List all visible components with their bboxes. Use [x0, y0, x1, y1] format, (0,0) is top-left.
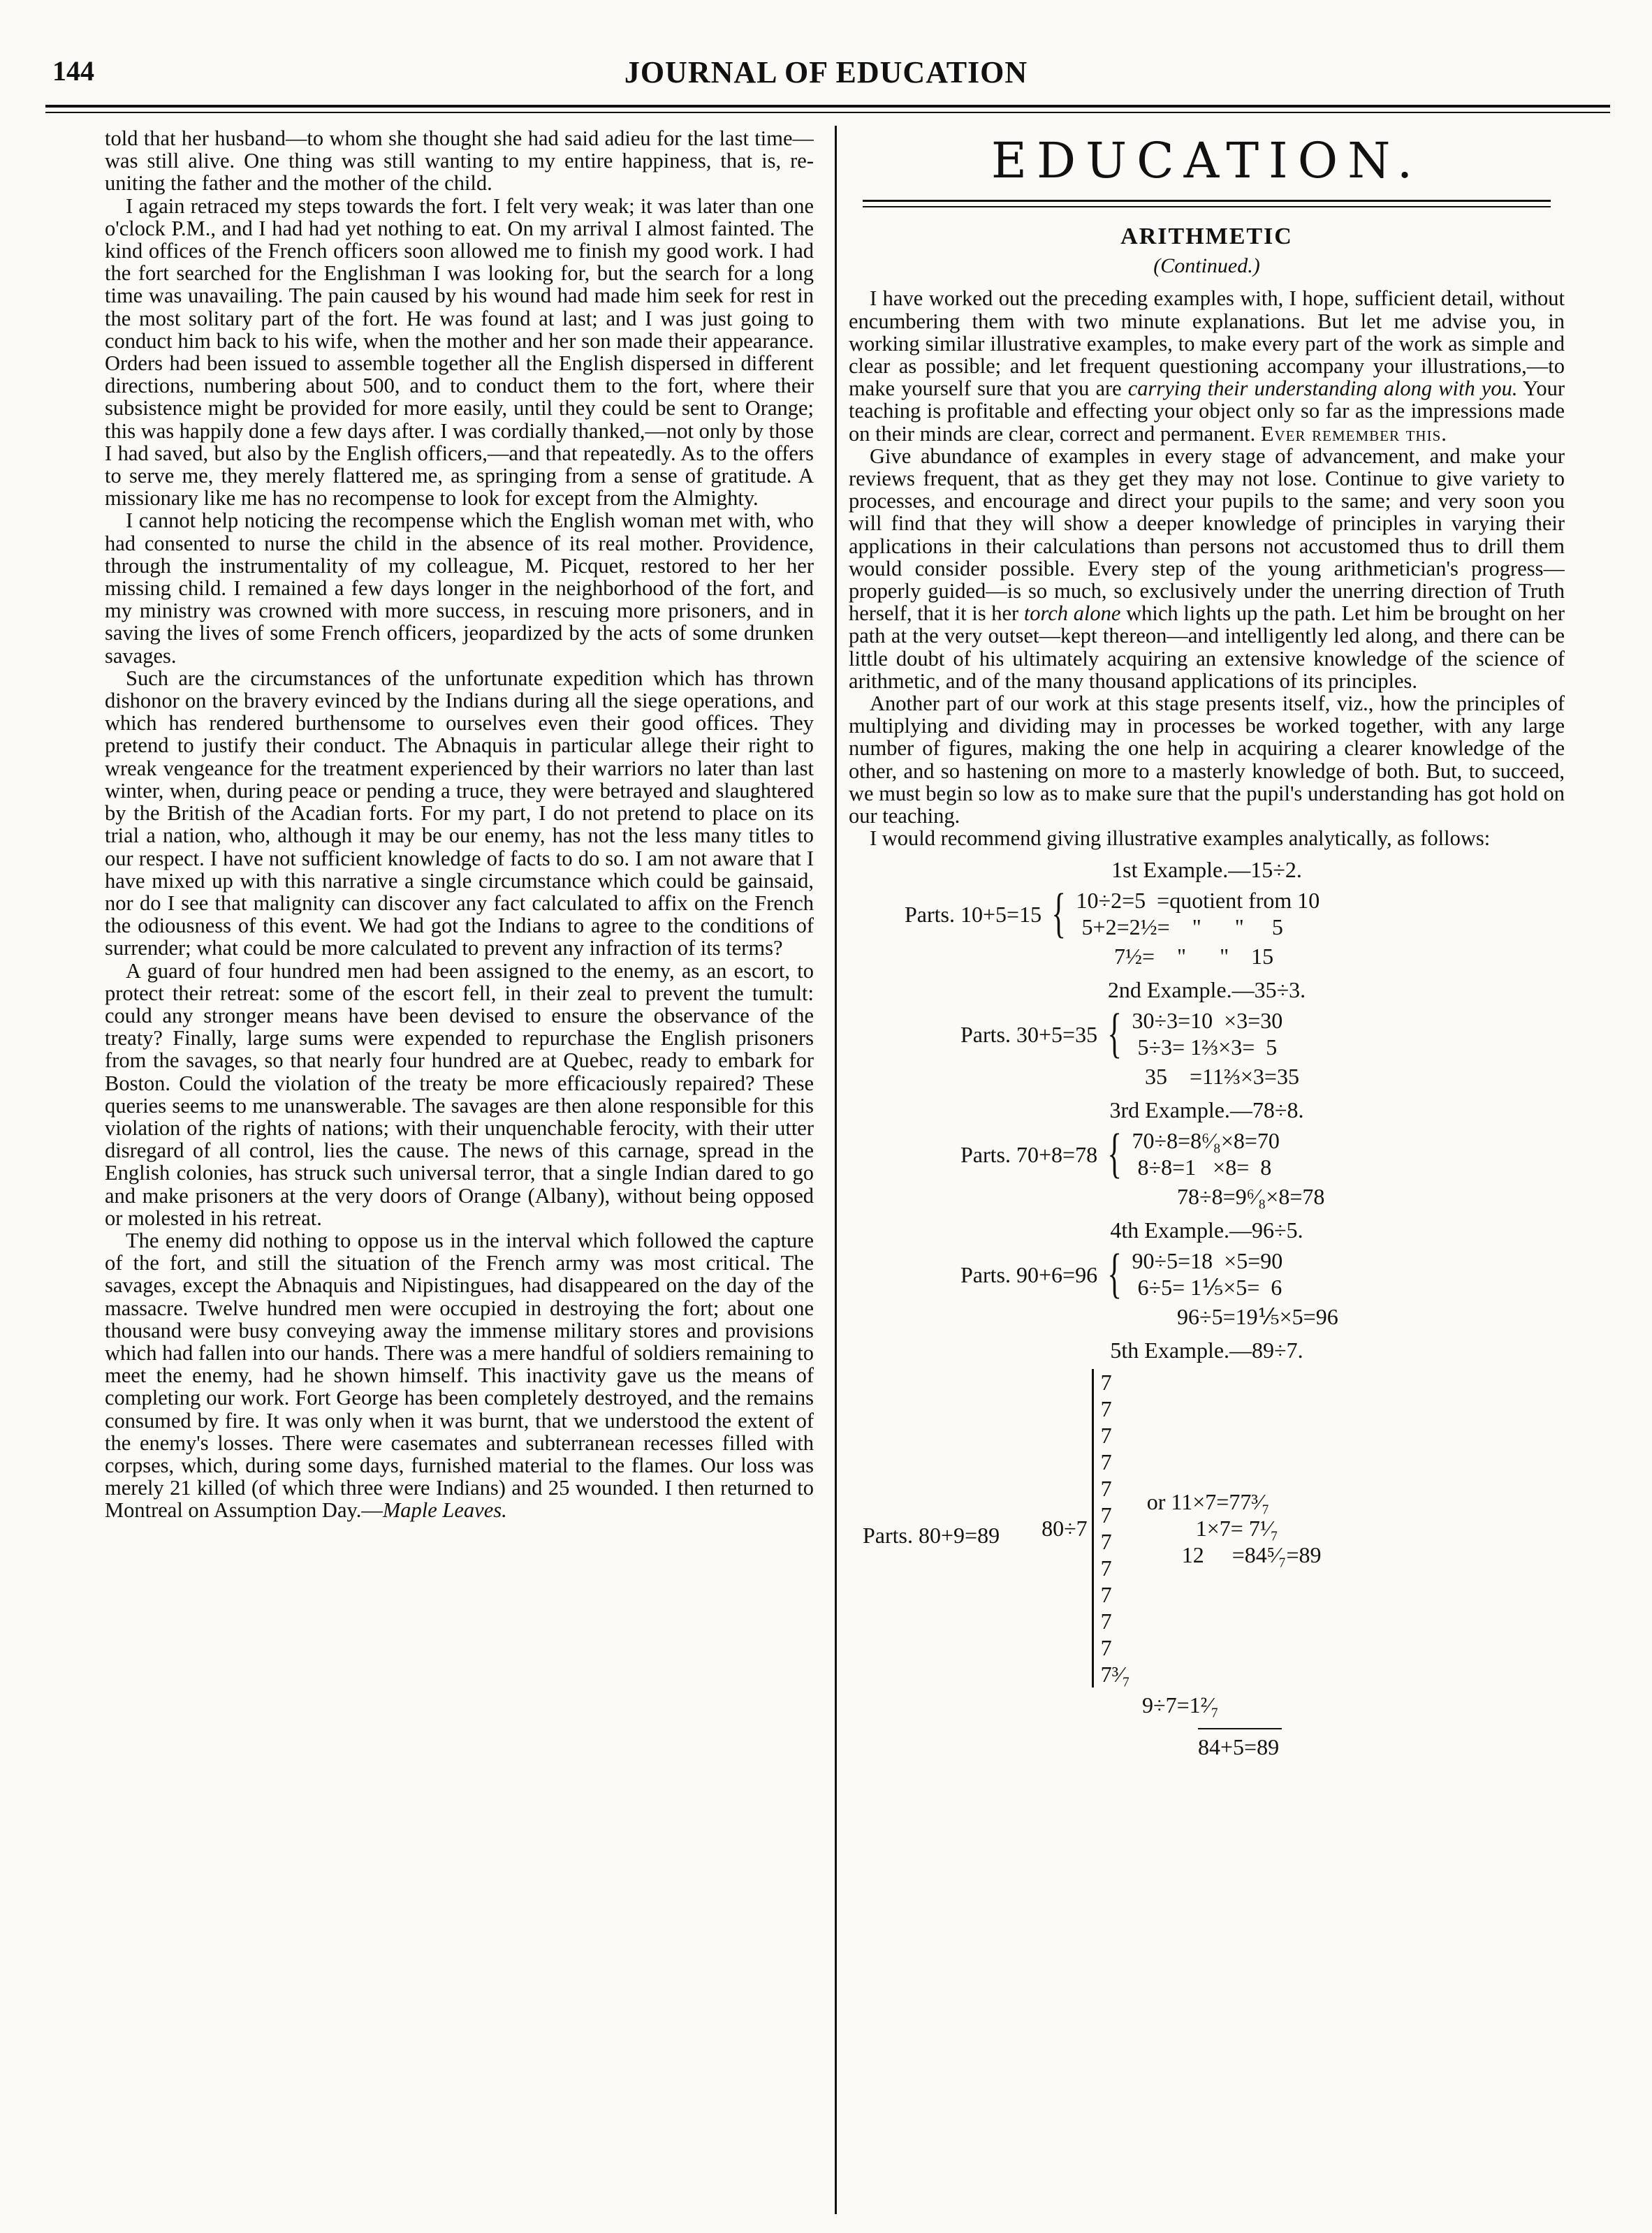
- header-rule: [45, 105, 1610, 108]
- parts-label: Parts. 30+5=35: [960, 1022, 1098, 1048]
- paragraph: [849, 445, 1565, 692]
- math-line: 5+2=2½= " " 5: [1076, 914, 1283, 940]
- paragraph: I again retraced my steps towards the fort. I felt very weak; it was later than one o'clock P.M., and I had had yet nothing to eat. On my arrival I almost fainted. The kind offices of the French officers soon allowed me to finish my good work. I had the fort searched for the Englishman I was looking for, but the search for a long time was unavailing. The pain caused by his wound had made him seek for rest in the most solitary part of the fort. He was found at last; and I was just going to conduct him back to his wife, when the mother and her son made their appearance. Orders had been issued to assemble together all the English dispersed in different directions, numbering about 500, and to conduct them to the fort, where their subsistence might be provided for more easily, until they could be sent to Orange; this was happily done a few days after. I was cordially thanked,—not only by those I had saved, but also by the English officers,—and that repeatedly. As to the offers to serve me, they merely flattered me, as springing from a sense of gratitude. A missionary like me has no recompense to look for except from the Almighty.: [105, 193, 814, 511]
- list-item: 7: [1100, 1529, 1112, 1555]
- paragraph: I would recommend giving illustrative examples analytically, as follows:: [870, 826, 1491, 851]
- text-run: Give abundance of examples in every stage of advancement, and make your reviews frequent, that as they get they may not lose. Continue to give variety to processes, and encourage and direct your pupils to the same; and very soon you will find that they will show a deeper knowledge of principles in varying their applications in their calculations than persons not accustomed thus to drill them would consider possible. Every step of the young arithmetician's progress—properly guided—is so much, so exclusively under the unerring direction of Truth herself, that it is her: [849, 444, 1565, 626]
- sevens-list: [1092, 1369, 1130, 1687]
- math-line: 30÷3=10 ×3=30: [1132, 1008, 1283, 1034]
- example-title: 5th Example.—89÷7.: [1110, 1338, 1303, 1363]
- subhead: ARITHMETIC: [1120, 224, 1293, 249]
- list-item: 7: [1100, 1449, 1112, 1475]
- paragraph: [849, 287, 1565, 444]
- example-3: [849, 1097, 1565, 1210]
- brace-icon: {: [1107, 1002, 1123, 1064]
- source-signature: Maple Leaves.: [382, 1498, 507, 1523]
- example-title: 4th Example.—96÷5.: [1110, 1217, 1303, 1243]
- paragraph: told that her husband—to whom she thought she had said adieu for the last time—was still alive. One thing was still wanting to my entire happiness, that is, re-uniting the father and the mother of the child.: [105, 127, 814, 196]
- brace-icon: {: [1107, 1122, 1123, 1184]
- paragraph: A guard of four hundred men had been assigned to the enemy, as an escort, to protect their retreat: some of the escort fell, in their zeal to prevent the tumult: could any stronger means have been devised to ensure the observance of the treaty? Finally, large sums were expended to repurchase the English prisoners from the savages, so that nearly four hundred are at Quebec, ready to embark for Boston. Could the violation of the treaty be more efficaciously repaired? These queries seems to me unanswerable. The savages are then alone responsible for this violation of the rights of nations; with their unquenchable ferocity, with their utter disregard of all control, lies the cause. The news of this carnage, spread in the English colonies, has struck such universal terror, that a single Indian dared to go and make prisoners at the very doors of Orange (Albany), without being opposed or molested in his retreat.: [105, 958, 814, 1230]
- math-line: 9÷7=1²⁄₇: [1142, 1692, 1219, 1718]
- example-1: [849, 856, 1565, 969]
- math-sum: 78÷8=9⁶⁄₈×8=78: [1177, 1184, 1325, 1210]
- example-title: 3rd Example.—78÷8.: [1109, 1097, 1304, 1123]
- italic-run: torch alone: [1023, 601, 1121, 626]
- math-sum: 7½= " " 15: [1058, 944, 1274, 969]
- list-item: 7: [1100, 1423, 1112, 1449]
- parts-label: Parts. 90+6=96: [960, 1262, 1098, 1288]
- math-line: 5÷3= 1⅔×3= 5: [1132, 1034, 1278, 1060]
- example-title: 1st Example.—15÷2.: [1111, 857, 1302, 883]
- math-line: 70÷8=8⁶⁄₈×8=70: [1132, 1128, 1280, 1154]
- running-head: JOURNAL OF EDUCATION: [624, 55, 1028, 89]
- paragraph-text: The enemy did nothing to oppose us in the interval which followed the capture of the fort, and still the situation of the French army was most critical. The savages, except the Abnaquis and Nipistingues, had disappeared on the day of the massacre. Twelve hundred men were occupied in destroying the fort; about one thousand were busy conveying away the immense military stores and provisions which had fallen into our hands. There was a mere handful of soldiers remaining to meet the enemy, had he shown himself. This inactivity gave us the means of completing our work. Fort George has been completely destroyed, and the remains consumed by fire. It was only when it was burnt, that we understood the extent of the enemy's losses. There were casemates and subterranean recesses filled with corpses, which, during some days, furnished material to the flames. Our loss was merely 21 killed (of which three were Indians) and 25 wounded. I then returned to Montreal on Assumption Day.—: [105, 1228, 814, 1523]
- right-column: [849, 127, 1565, 2209]
- list-item: 7: [1100, 1502, 1112, 1528]
- example-5: [849, 1337, 1565, 1760]
- list-item: 7: [1100, 1635, 1112, 1661]
- list-item: 7: [1100, 1609, 1112, 1634]
- list-item: 7: [1100, 1370, 1112, 1396]
- continued-note: (Continued.): [1153, 254, 1260, 278]
- examples-block: [849, 856, 1565, 1760]
- math-line: 8÷8=1 ×8= 8: [1132, 1155, 1272, 1180]
- parts-label: Parts. 80+9=89: [863, 1523, 1000, 1549]
- paragraph: Such are the circumstances of the unfortunate expedition which has thrown dishonor on the bravery evinced by the Indians during all the siege operations, and which has rendered burthensome to ourselves even their good offices. They pretend to justify their conduct. The Abnaquis in particular allege their right to wreak vengeance for the treatment experienced by their warriors no later than last winter, when, during peace or pending a truce, they were betrayed and slaughtered by the British of the Acadian forts. For my part, I do not pretend to place on its trial a nation, who, although it may be our enemy, has not the less many titles to our respect. I have not sufficient knowledge of facts to do so. I am not aware that I have mixed up with this narrative a single circumstance which could be gainsaid, nor do I see that malignity can discover any fact calculated to affix on the French the odiousness of this event. We had got the Indians to agree to the conditions of surrender; what could be more calculated to prevent any infraction of its terms?: [105, 666, 814, 960]
- list-item: 7: [1100, 1555, 1112, 1581]
- parts-label: Parts. 70+8=78: [960, 1142, 1098, 1168]
- division-label: 80÷7: [1041, 1516, 1088, 1542]
- paragraph-last: [105, 1229, 814, 1522]
- math-sum: 35 =11⅔×3=35: [1128, 1064, 1299, 1090]
- math-line: 6÷5= 1⅕×5= 6: [1132, 1275, 1282, 1301]
- math-line: or 11×7=77³⁄₇: [1146, 1489, 1270, 1515]
- math-line: 90÷5=18 ×5=90: [1132, 1248, 1283, 1274]
- brace-icon: {: [1107, 1243, 1123, 1304]
- math-final: 84+5=89: [1198, 1728, 1282, 1760]
- list-item: 7³⁄₇: [1100, 1662, 1130, 1687]
- math-line: 12 =84⁵⁄₇=89: [1181, 1542, 1322, 1568]
- column-divider: [835, 126, 837, 2214]
- header-rule-thin: [45, 112, 1610, 113]
- list-item: 7: [1100, 1476, 1112, 1502]
- example-2: [849, 976, 1565, 1090]
- example-4: [849, 1217, 1565, 1330]
- italic-run: carrying their understanding along with you.: [1127, 376, 1518, 401]
- math-sum: 96÷5=19⅕×5=96: [1177, 1304, 1338, 1330]
- paragraph: Another part of our work at this stage presents itself, viz., how the principles of multiplying and dividing may in processes be worked together, with any large number of figures, making the one help in acquiring a clearer knowledge of the other, and so hastening on more to a masterly knowledge of both. But, to succeed, we must begin so low as to make sure that the pupil's understanding has got hold on our teaching.: [849, 691, 1565, 828]
- text-run: I have worked out the preceding examples with, I hope, sufficient detail, without encumbering them with two minute explanations. But let me advise you, in working similar illustrative examples, to make every part of the work as simple and clear as possible; and let frequent questioning accompany your illustrations,—to make yourself sure that you are: [849, 286, 1565, 401]
- brace-icon: {: [1051, 882, 1067, 944]
- left-column: [105, 127, 814, 2209]
- example-title: 2nd Example.—35÷3.: [1107, 977, 1306, 1003]
- section-title: EDUCATION.: [991, 132, 1423, 189]
- parts-label: Parts. 10+5=15: [905, 902, 1042, 928]
- smallcaps-run: Ever remember this.: [1260, 421, 1447, 446]
- page-number: 144: [52, 55, 94, 87]
- text-run: Your teaching is profitable and effecting your object only so far as the impressions made on their minds are clear, correct and permanent.: [849, 376, 1565, 446]
- list-item: 7: [1100, 1396, 1112, 1422]
- paragraph: I cannot help noticing the recompense which the English woman met with, who had consented to nurse the child in the absence of its real mother. Providence, through the instrumentality of my colleague, M. Picquet, restored to her her missing child. I remained a few days longer in the neighborhood of the fort, and my ministry was crowned with more success, in rescuing more prisoners, and in saving the lives of some French officers, jeopardized by the acts of some drunken savages.: [105, 508, 814, 668]
- math-line: 10÷2=5 =quotient from 10: [1076, 888, 1320, 914]
- text-run: which lights up the path. Let him be brought on her path at the very outset—kept thereon—and intelligently led along, and there can be little doubt of his ultimately acquiring an extensive knowledge of the science of arithmetic, and of the many thousand applications of its principles.: [849, 601, 1565, 693]
- section-rule: [863, 200, 1551, 207]
- math-line: 1×7= 7¹⁄₇: [1195, 1516, 1278, 1542]
- list-item: 7: [1100, 1582, 1112, 1608]
